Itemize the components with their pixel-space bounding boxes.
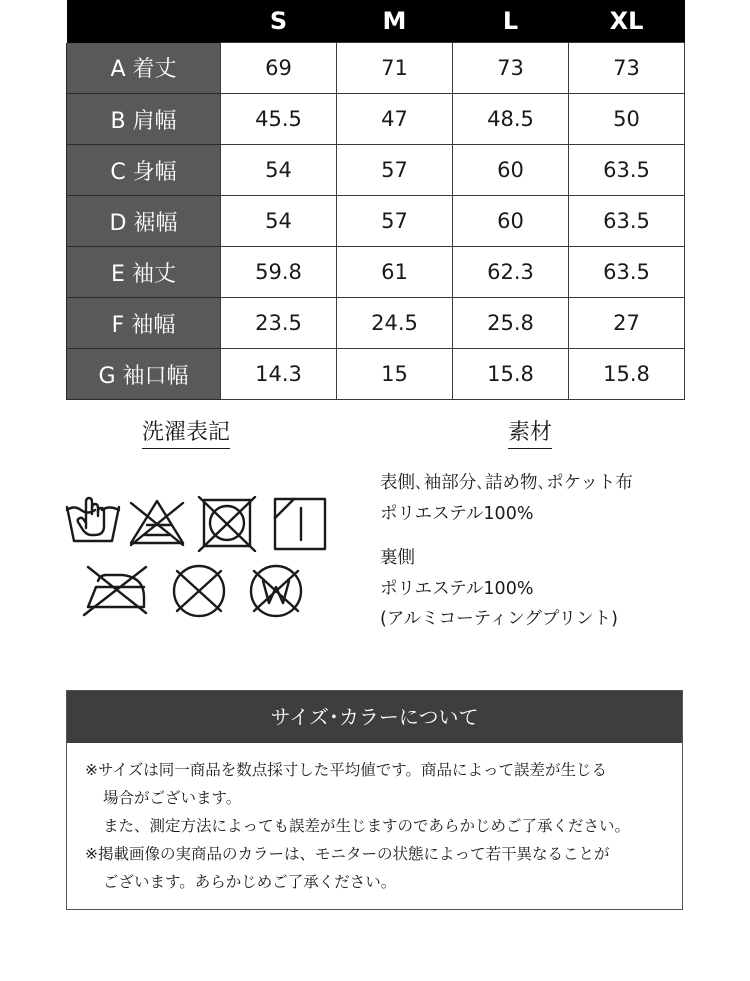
row-label: F 袖幅 [67, 298, 221, 349]
table-cell: 24.5 [337, 298, 453, 349]
size-header-m: M [337, 0, 453, 43]
table-row [67, 298, 685, 349]
table-cell: 69 [221, 43, 337, 94]
table-cell: 23.5 [221, 298, 337, 349]
table-cell: 60 [453, 145, 569, 196]
line-dry-shade-icon [272, 496, 328, 552]
hand-wash-icon [64, 490, 122, 548]
table-cell: 54 [221, 196, 337, 247]
table-row [67, 247, 685, 298]
no-wet-clean-icon [245, 563, 307, 619]
size-header-s: S [221, 0, 337, 43]
table-cell: 57 [337, 196, 453, 247]
material-outer-label: 表側､袖部分､詰め物､ポケット布 [380, 473, 633, 493]
size-color-notice [66, 690, 683, 910]
table-cell: 50 [569, 94, 685, 145]
material-heading: 素材 [508, 419, 552, 449]
material-inner-value: ポリエステル100% [380, 579, 534, 599]
table-row [67, 94, 685, 145]
notice-line: ※サイズは同一商品を数点採寸した平均値です。商品によって誤差が生じる [85, 761, 608, 779]
table-cell: 27 [569, 298, 685, 349]
size-header-xl: XL [569, 0, 685, 43]
no-iron-icon [82, 563, 150, 617]
table-cell: 54 [221, 145, 337, 196]
table-cell: 73 [453, 43, 569, 94]
material-inner-label: 裏側 [380, 548, 415, 568]
row-label: D 裾幅 [67, 196, 221, 247]
notice-line: また、測定方法によっても誤差が生じますのであらかじめご了承ください。 [103, 817, 631, 835]
row-label: C 身幅 [67, 145, 221, 196]
table-cell: 14.3 [221, 349, 337, 400]
table-cell: 45.5 [221, 94, 337, 145]
table-cell: 15.8 [569, 349, 685, 400]
size-header-l: L [453, 0, 569, 43]
table-cell: 15.8 [453, 349, 569, 400]
row-label: B 肩幅 [67, 94, 221, 145]
table-cell: 25.8 [453, 298, 569, 349]
material-outer-value: ポリエステル100% [380, 504, 534, 524]
notice-line: 場合がございます。 [103, 789, 242, 807]
wash-heading: 洗濯表記 [142, 419, 230, 449]
row-label: E 袖丈 [67, 247, 221, 298]
table-cell: 15 [337, 349, 453, 400]
table-cell: 59.8 [221, 247, 337, 298]
size-header-corner [67, 0, 221, 43]
notice-line: ※掲載画像の実商品のカラーは、モニターの状態によって若干異なることが [85, 845, 610, 863]
no-bleach-icon [127, 497, 187, 547]
table-row [67, 145, 685, 196]
table-cell: 63.5 [569, 196, 685, 247]
no-tumble-dry-icon [197, 496, 257, 552]
table-row [67, 349, 685, 400]
size-table [66, 0, 685, 400]
notice-line: ございます。あらかじめご了承ください。 [103, 873, 397, 891]
table-row [67, 196, 685, 247]
size-header-row [67, 0, 685, 43]
table-cell: 73 [569, 43, 685, 94]
table-cell: 71 [337, 43, 453, 94]
table-cell: 60 [453, 196, 569, 247]
row-label: A 着丈 [67, 43, 221, 94]
notice-title: サイズ･カラーについて [67, 691, 682, 743]
table-cell: 47 [337, 94, 453, 145]
table-cell: 63.5 [569, 247, 685, 298]
table-cell: 62.3 [453, 247, 569, 298]
table-row [67, 43, 685, 94]
no-dry-clean-icon [168, 563, 230, 619]
material-inner-note: (アルミコーティングプリント) [380, 609, 619, 629]
table-cell: 57 [337, 145, 453, 196]
table-cell: 63.5 [569, 145, 685, 196]
table-cell: 48.5 [453, 94, 569, 145]
table-cell: 61 [337, 247, 453, 298]
row-label: G 袖口幅 [67, 349, 221, 400]
